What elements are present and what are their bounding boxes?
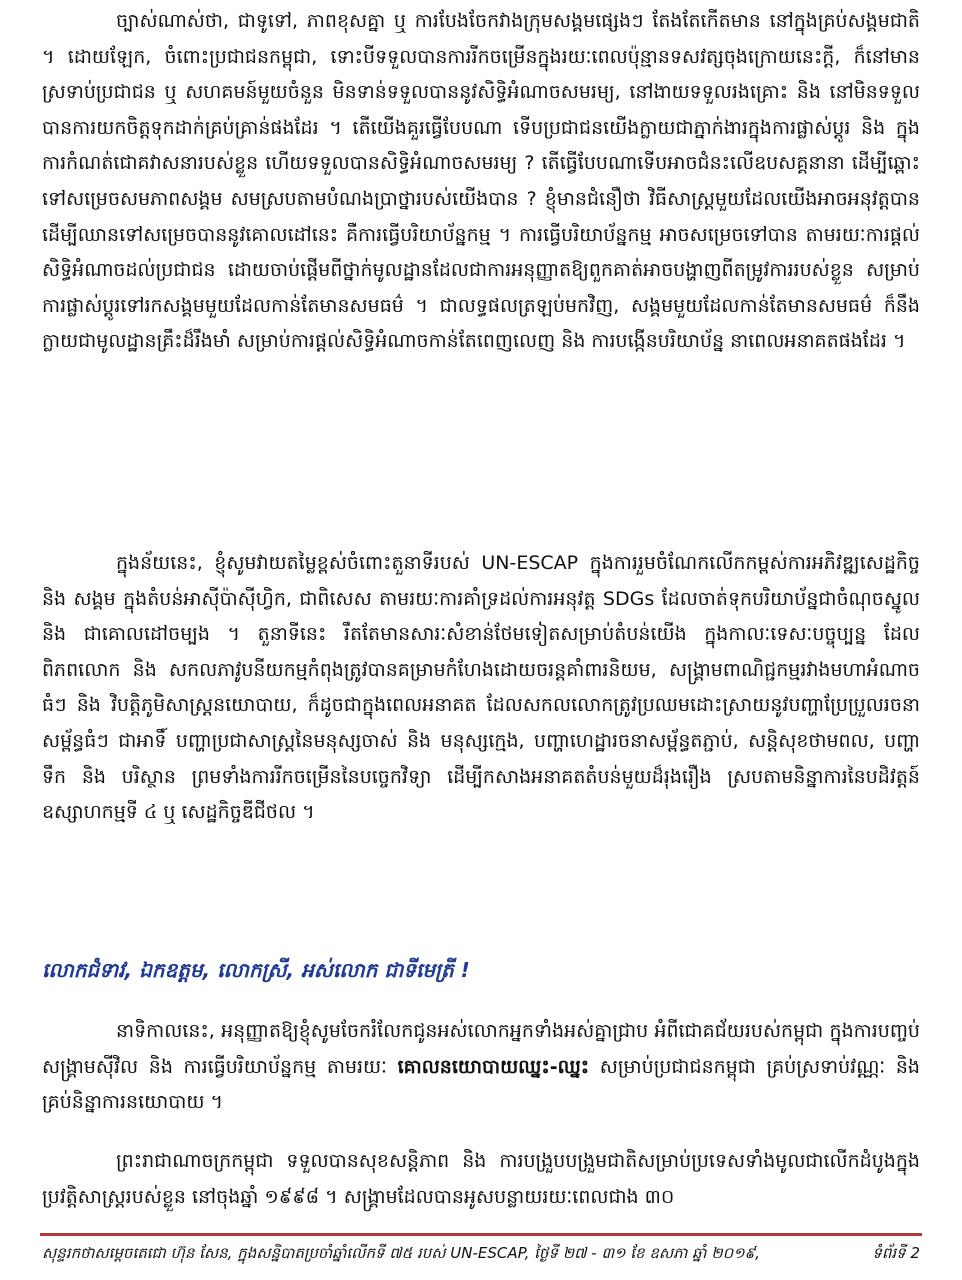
salutation-heading: លោកជំទាវ, ឯកឧត្តម, លោកស្រី, អស់លោក ជាទីមេត្រី ! [42,958,470,982]
paragraph-3-bold-policy: គោលនយោបាយឈ្នះ-ឈ្នះ [397,1055,590,1078]
page-number: ទំព័រទី 2 [872,1244,920,1262]
footer-divider [40,1233,922,1236]
paragraph-1: ច្បាស់ណាស់ថា, ជាទូទៅ, ភាពខុសគ្នា ឬ ការបែងចែកវាងក្រុមសង្គមផ្សេងៗ តែងតែកើតមាន នៅក្នុងគ្រប់សង្គមជាតិ ។ ដោយឡែក, ចំពោះប្រជាជនកម្ពុជា, ទោះបីទទួលបានការរីកចម្រើនក្នុងរយៈពេលប៉ុន្មានទសវត្សចុងក្រោយនេះក្តី, ក៏នៅមានស្រទាប់ប្រជាជន ឬ សហគមន៍មួយចំនួន មិនទាន់ទទួលបាននូវសិទ្ធិអំណាចសមរម្យ, នៅងាយទទួលរងគ្រោះ និង នៅមិនទទួលបានការយកចិត្តទុកដាក់គ្រប់គ្រាន់ផងដែរ ។ តើយើងគួរធ្វើបែបណា ទើបប្រជាជនយើងក្លាយជាភ្នាក់ងារក្នុងការផ្លាស់ប្តូរ និង ក្នុងការកំណត់ជោគវាសនារបស់ខ្លួន ហើយទទួលបានសិទ្ធិអំណាចសមរម្យ ? តើធ្វើបែបណាទើបអាចជំនះលើឧបសគ្គនានា ដើម្បីឆ្ពោះទៅសម្រេចសមភាពសង្គម សមស្របតាមបំណងប្រាថ្នារបស់យើងបាន ? ខ្ញុំមានជំនឿថា វិធីសាស្ត្រមួយដែលយើងអាចអនុវត្តបាន ដើម្បីឈានទៅសម្រេចបាននូវគោលដៅនេះ គឺការធ្វើបរិយាប័ន្នកម្ម ។ ការធ្វើបរិយាប័ន្នកម្ម អាចសម្រេចទៅបាន តាមរយៈការផ្តល់សិទ្ធិអំណាចដល់ប្រជាជន ដោយចាប់ផ្តើមពីថ្នាក់មូលដ្ឋានដែលជាការអនុញ្ញាតឱ្យពួកគាត់អាចបង្ហាញពីតម្រូវការរបស់ខ្លួន សម្រាប់ការផ្លាស់ប្តូរទៅរកសង្គមមួយដែលកាន់តែមានសមធម៌ ។ ជាលទ្ធផលត្រឡប់មកវិញ, សង្គមមួយដែលកាន់តែមានសមធម៌ ក៏នឹងក្លាយជាមូលដ្ឋានគ្រឹះដ៏រឹងមាំ សម្រាប់ការផ្តល់សិទ្ធិអំណាចកាន់តែពេញលេញ និង ការបង្កើនបរិយាប័ន្ន នាពេលអនាគតផងដែរ ។ [42,10,920,353]
paragraph-3-end: សម្រាប់ប្រជាជនកម្ពុជា គ្រប់ស្រទាប់វណ្ណៈ និង គ្រប់និន្នាការនយោបាយ ។ [42,1055,920,1114]
footer-citation: សុន្ទរកថាសម្តេចតេជោ ហ៊ុន សែន, ក្នុងសន្និបាតប្រចាំឆ្នាំលើកទី ៧៥ របស់ UN-ESCAP, ថ្ងៃទី ២៧ - ៣១ ខែ ឧសភា ឆ្នាំ ២០១៩, [42,1244,760,1262]
paragraph-4: ព្រះរាជាណាចក្រកម្ពុជា ទទួលបានសុខសន្តិភាព និង ការបង្រួបបង្រួមជាតិសម្រាប់ប្រទេសទាំងមូលជាលើកដំបូងក្នុងប្រវត្តិសាស្ត្ររបស់ខ្លួន នៅចុងឆ្នាំ ១៩៩៨ ។ សង្គ្រាមដែលបានអូសបន្លាយរយៈពេលជាង ៣០ [42,1150,920,1208]
paragraph-3-start: នាទិកាលនេះ, អនុញ្ញាតឱ្យខ្ញុំសូមចែករំលែកជូនអស់លោកអ្នកទាំងអស់គ្នាជ្រាប អំពីជោគជ័យរបស់កម្ពុជា ក្នុងការបញ្ចប់សង្គ្រាមស៊ីវិល និង ការធ្វើបរិយាប័ន្នកម្ម តាមរយៈ [42,1020,920,1078]
paragraph-3 [42,1014,920,1121]
paragraph-2: ក្នុងន័យនេះ, ខ្ញុំសូមវាយតម្លៃខ្ពស់ចំពោះតួនាទីរបស់ UN-ESCAP ក្នុងការរួមចំណែកលើកកម្ពស់ការអភិវឌ្ឍសេដ្ឋកិច្ច និង សង្គម ក្នុងតំបន់អាស៊ីប៉ាស៊ីហ្វិក, ជាពិសេស តាមរយៈការគាំទ្រដល់ការអនុវត្ត SDGs ដែលចាត់ទុកបរិយាប័ន្នជាចំណុចស្នូល និង ជាគោលដៅចម្បង ។ តួនាទីនេះ រឹតតែមានសារៈសំខាន់ថែមទៀតសម្រាប់តំបន់យើង ក្នុងកាលៈទេសៈបច្ចុប្បន្ន ដែលពិភពលោក និង សកលភាវូបនីយកម្មកំពុងត្រូវបានគម្រាមកំហែងដោយចរន្តគាំពារនិយម, សង្គ្រាមពាណិជ្ជកម្មរវាងមហាអំណាចធំៗ និង វិបត្តិភូមិសាស្ត្រនយោបាយ, ក៏ដូចជាក្នុងពេលអនាគត ដែលសកលលោកត្រូវប្រឈមដោះស្រាយនូវបញ្ហាប្រែប្រួលរចនាសម្ព័ន្ធធំៗ ជាអាទិ៍ បញ្ហាប្រជាសាស្ត្រនៃមនុស្សចាស់ និង មនុស្សក្មេង, បញ្ហាហេដ្ឋារចនាសម្ព័ន្ធតភ្ជាប់, សន្តិសុខថាមពល, បញ្ហាទឹក និង បរិស្ថាន ព្រមទាំងការរីកចម្រើននៃបច្ចេកវិទ្យា ដើម្បីកសាងអនាគតតំបន់មួយដ៏រុងរឿង ស្របតាមនិន្នាការនៃបដិវត្តន៍ឧស្សាហកម្មទី ៤ ឬ សេដ្ឋកិច្ចឌីជីថល ។ [42,552,920,824]
